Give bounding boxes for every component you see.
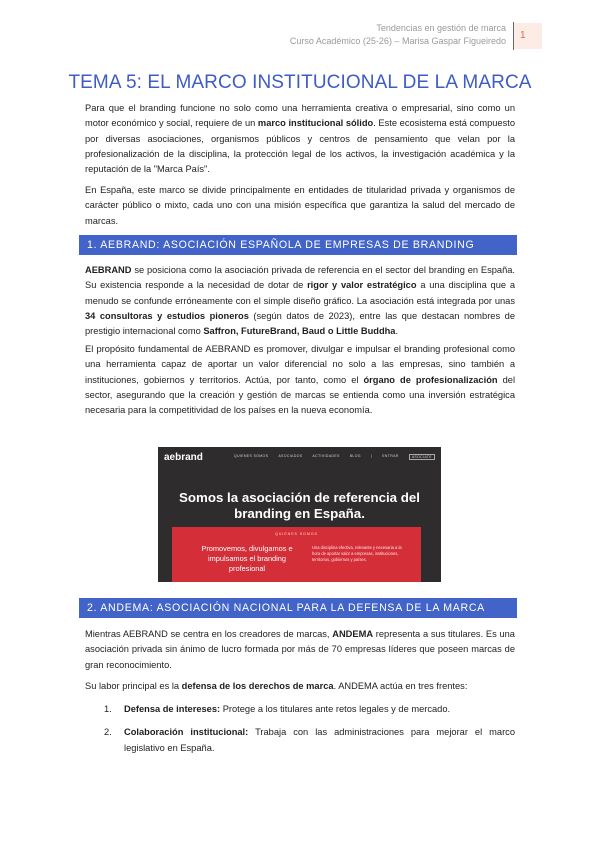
- nav-item: ASOCIADOS: [278, 454, 303, 458]
- nav-item: QUIENES SOMOS: [233, 454, 269, 458]
- section-heading-andema: 2. ANDEMA: ASOCIACIÓN NACIONAL PARA LA DEFENSA DE LA MARCA: [79, 598, 517, 618]
- aebrand-paragraph-1: AEBRAND se posiciona como la asociación privada de referencia en el sector del branding en España. Su existencia responde a la necesidad de dotar de rigor y valor estratégico a una disciplina que a menudo se confunde erróneamente con el simple diseño gráfico. La asociación está integrada por unas 34 consultoras y estudios pioneros (según datos de 2023), entre las que destacan nombres de prestigio internacional como Saffron, FutureBrand, Baud o Little Buddha.: [85, 265, 516, 337]
- list-item: 1. Defensa de intereses: Protege a los titulares ante retos legales y de mercado.: [104, 704, 451, 714]
- nav-item: ACTIVIDADES: [312, 454, 340, 458]
- list-item: 2. Colaboración institucional: Trabaja con las administraciones para mejorar el marco legislativo en España.: [104, 727, 515, 753]
- andema-fronts-list: [104, 702, 515, 756]
- nav-button: ASOCIATE: [409, 454, 435, 460]
- nav-item: ENTRAR: [382, 454, 399, 458]
- panel-description: Una disciplina efectiva, relevante y necesaria a la hora de aportar valor a empresas, instituciones, territorios, gobiernos y países.: [312, 545, 402, 562]
- section-heading-aebrand: 1. AEBRAND: ASOCIACIÓN ESPAÑOLA DE EMPRESAS DE BRANDING: [79, 235, 517, 255]
- nav-item: BLOG: [349, 454, 361, 458]
- aebrand-logo: aebrand: [164, 452, 203, 463]
- intro-paragraph-2: En España, este marco se divide principalmente en entidades de titularidad privada y organismos de carácter público o mixto, cada uno con una misión específica que garantiza la salud del mercado de marcas.: [85, 185, 515, 226]
- panel-headline: Promovemos, divulgamos e impulsamos el branding profesional: [201, 544, 293, 573]
- emphasis-text: marco institucional sólido: [257, 118, 374, 129]
- website-hero-text: Somos la asociación de referencia del branding en España.: [179, 490, 420, 521]
- nav-separator: |: [370, 454, 373, 458]
- aebrand-website-image: [158, 447, 441, 582]
- page-number: 1: [514, 23, 542, 49]
- aebrand-paragraph-2: El propósito fundamental de AEBRAND es promover, divulgar e impulsar el branding profesional como una herramienta capaz de aportar un valor diferencial no solo a las empresas, sino también a instituciones, gobiernos y territorios. Actúa, por tanto, como el órgano de profesionalización del sector, asegurando que la creación y gestión de marcas se entienda como una inversión estratégica necesaria para la competitividad de los países en la nueva economía.: [85, 344, 516, 416]
- header-course-info: Curso Académico (25-26) – Marisa Gaspar Figueiredo: [289, 36, 506, 46]
- page-title: TEMA 5: EL MARCO INSTITUCIONAL DE LA MARCA: [68, 72, 532, 93]
- website-red-panel: [172, 527, 421, 582]
- running-header: [290, 22, 506, 48]
- website-nav: [234, 454, 435, 460]
- andema-paragraph-1: Mientras AEBRAND se centra en los creadores de marcas, ANDEMA representa a sus titulares. Es una asociación privada sin ánimo de lucro formada por más de 70 empresas líderes que poseen marcas de gran reconocimiento.: [85, 629, 515, 670]
- panel-tag: QUIENES SOMOS: [275, 532, 318, 536]
- header-course-title: Tendencias en gestión de marca: [376, 23, 506, 33]
- intro-paragraph-1: Para que el branding funcione no solo como una herramienta creativa o empresarial, sino como un motor económico y social, requiere de un marco institucional sólido. Este ecosistema está compuesto por diversas asociaciones, organismos públicos y centros de pensamiento que velan por la profesionalización de la disciplina, la protección legal de los activos, la investigación académica y la reputación de la "Marca País".: [85, 103, 515, 175]
- andema-paragraph-2: Su labor principal es la defensa de los derechos de marca. ANDEMA actúa en tres frentes:: [85, 681, 468, 691]
